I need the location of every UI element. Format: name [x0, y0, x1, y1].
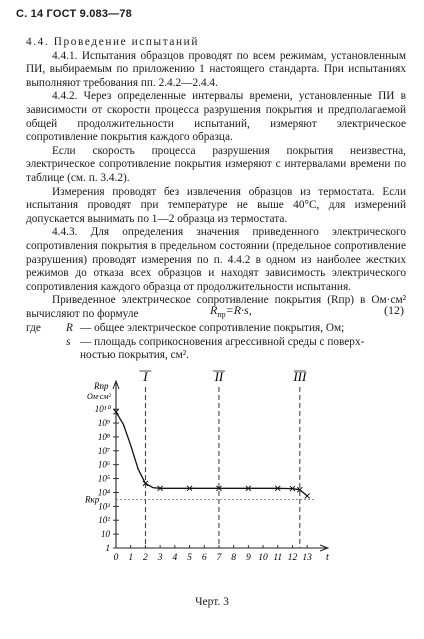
x-tick-label: 5: [187, 553, 192, 563]
y-tick-label: 10³: [98, 501, 110, 512]
x-tick-label: 8: [231, 553, 237, 563]
x-tick-label: 1: [128, 553, 134, 563]
formula-lhs: R: [210, 303, 218, 317]
x-tick-label: 11: [273, 553, 283, 563]
data-point-marker: [305, 493, 310, 498]
page-header: С. 14 ГОСТ 9.083—78: [16, 8, 133, 20]
x-tick-label: 9: [245, 553, 251, 563]
y-tick-label: 10⁸: [97, 431, 110, 442]
paragraph: Измерения проводят без извлечения образцов из термостата. Если испытания проводят при температуре не выше 40°С, для измерений допускается вынимать по 1—2 образца из термостата.: [26, 185, 406, 225]
paragraph: Приведенное электрическое сопротивление покрытия (Rпр) в Ом·см² вычисляют по формуле: [26, 294, 406, 320]
section-title: 4.4. Проведение испытаний: [26, 36, 199, 48]
x-tick-label: 13: [302, 553, 312, 563]
where-symbol: R: [66, 322, 73, 334]
x-tick-label: 7: [216, 553, 222, 563]
stage-label: III: [293, 369, 307, 384]
x-tick-label: 6: [201, 553, 207, 563]
y-tick-label: 1: [105, 543, 110, 553]
x-tick-label: 4: [172, 553, 178, 563]
y-tick-label: 10¹⁰: [94, 404, 110, 415]
paragraph: Если скорость процесса разрушения покрытия неизвестна, электрическое сопротивление покрытия измеряют с интервалами времени по таблице (см. п. 3.4.2).: [26, 144, 406, 184]
stage-label: I: [143, 369, 148, 384]
where-desc: — общее электрическое сопротивление покрытия, Ом;: [80, 322, 345, 334]
chart-y-tick-labels: [84, 381, 119, 553]
y-tick-label: 10⁷: [97, 445, 110, 456]
where-desc: ностью покрытия, см².: [80, 349, 189, 362]
formula-lhs-sub: пр: [217, 310, 226, 319]
formula-rhs: =R·s,: [225, 303, 252, 317]
y-tick-label: 10⁶: [97, 459, 110, 470]
r-kr-label: Rкр: [85, 494, 100, 505]
equation-number: (12): [384, 303, 404, 317]
chart-series: [114, 409, 310, 498]
paragraph: 4.4.3. Для определения значения приведенного электрического сопротивления покрытия в предельном состоянии (предельное сопротивление разрушения) проводят измерения по п. 4.4.2 в одном из наиболее жестких режимов до отказа всех образцов и находят зависимость электрического сопротивления каждого образца от продолжительности испытания.: [26, 226, 406, 293]
x-tick-label: 0: [113, 553, 119, 563]
where-symbol: s: [66, 335, 71, 348]
x-tick-label: 12: [287, 553, 298, 563]
figure-caption: Черт. 3: [195, 596, 229, 608]
y-tick-label: 10²: [98, 515, 110, 526]
y-tick-label: 10: [101, 529, 110, 540]
paragraph: 4.4.1. Испытания образцов проводят по всем режимам, установленным ПИ, выбираемым по приложению 1 настоящего стандарта. При испытаниях выполняют требования пп. 2.4.2—2.4.4.: [26, 49, 406, 89]
y-tick-label: 10⁴: [97, 487, 110, 498]
where-intro: где: [26, 322, 41, 334]
y-tick-label: 10⁵: [97, 473, 110, 484]
y-tick-label: 10⁹: [97, 418, 110, 429]
x-tick-label: 3: [157, 553, 163, 563]
x-axis-label: t: [326, 552, 329, 563]
y-axis-units: Ом·см²: [87, 392, 111, 401]
paragraph: 4.4.2. Через определенные интервалы времени, установленные ПИ в зависимости от скорости процесса разрушения покрытия и предполагаемой общей продолжительности испытаний, измеряют электрическое сопротивление покрытия каждого образца.: [26, 90, 406, 144]
where-desc: — площадь соприкосновения агрессивной среды с поверх-: [80, 335, 365, 348]
chart-stage-lines: [139, 369, 307, 548]
x-tick-label: 10: [258, 553, 268, 563]
stage-label: II: [214, 369, 224, 384]
x-tick-label: 2: [143, 553, 148, 563]
y-axis-label: Rпр: [94, 381, 109, 391]
